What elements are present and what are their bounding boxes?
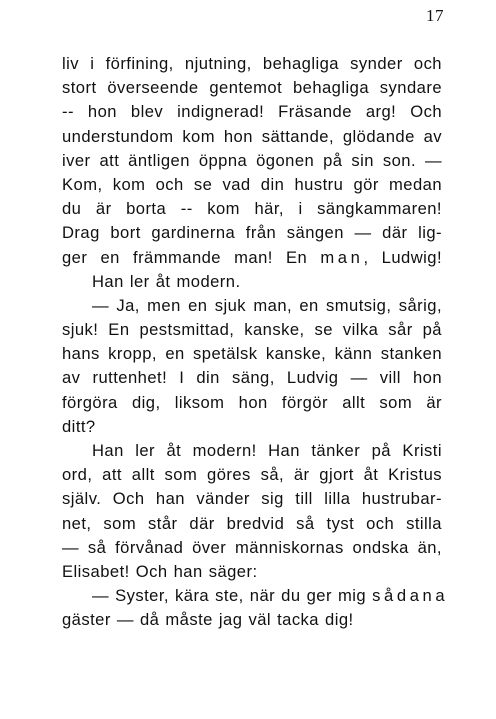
text-line bbox=[62, 149, 442, 173]
text-line bbox=[62, 584, 449, 608]
text-line bbox=[62, 246, 442, 270]
text-line bbox=[62, 512, 442, 536]
line-text-tail: , Ludwig! bbox=[363, 247, 442, 267]
emphasized-word: man bbox=[320, 247, 364, 267]
line-text: iver att äntligen öppna ögonen på sin son. — bbox=[62, 150, 442, 170]
body-text bbox=[62, 52, 449, 633]
line-text: av ruttenhet! I din säng, Ludvig — vill hon bbox=[62, 368, 442, 388]
line-text: liv i förfining, njutning, behagliga synder och bbox=[62, 54, 442, 73]
text-line bbox=[62, 560, 442, 584]
line-text: ger en främmande man! En bbox=[62, 247, 321, 267]
line-text: du är borta -- kom här, i sängkammaren! bbox=[62, 199, 442, 219]
page-number: 17 bbox=[426, 6, 444, 25]
line-text: själv. Och han vänder sig till lilla hustrubar- bbox=[62, 489, 442, 509]
text-line bbox=[62, 608, 442, 632]
text-line bbox=[62, 197, 442, 221]
text-line bbox=[62, 391, 442, 415]
text-line bbox=[62, 366, 442, 390]
text-line bbox=[62, 100, 442, 124]
emphasized-word: sådana bbox=[372, 586, 449, 606]
text-line bbox=[62, 52, 442, 76]
line-text: -- hon blev indignerad! Fräsande arg! Och bbox=[62, 102, 442, 122]
line-text: Elisabet! Och han säger: bbox=[62, 561, 258, 581]
line-text: Drag bort gardinerna från sängen — där lig- bbox=[62, 223, 442, 243]
line-text: förgöra dig, liksom hon förgör allt som är bbox=[62, 392, 442, 412]
text-line bbox=[62, 439, 442, 463]
text-line bbox=[62, 415, 442, 439]
line-text: net, som står där bredvid så tyst och stilla bbox=[62, 513, 442, 533]
line-text: ditt? bbox=[62, 416, 96, 436]
line-text: hans kropp, en spetälsk kanske, känn stanken bbox=[62, 344, 442, 364]
text-line bbox=[62, 173, 442, 197]
line-text: — Ja, men en sjuk man, en smutsig, sårig, bbox=[92, 295, 442, 315]
text-line bbox=[62, 221, 442, 245]
text-line bbox=[62, 487, 442, 511]
line-text: gäster — då måste jag väl tacka dig! bbox=[62, 610, 354, 630]
line-text: sjuk! En pestsmittad, kanske, se vilka sår på bbox=[62, 320, 442, 340]
text-line bbox=[62, 342, 442, 366]
text-line bbox=[62, 270, 442, 294]
text-line bbox=[62, 294, 442, 318]
line-text: Han ler åt modern. bbox=[92, 271, 241, 291]
line-text: Kom, kom och se vad din hustru gör medan bbox=[62, 174, 442, 194]
line-text: — Syster, kära ste, när du ger mig bbox=[92, 586, 373, 606]
line-text: ord, att allt som göres så, är gjort åt Kristus bbox=[62, 465, 442, 485]
line-text: Han ler åt modern! Han tänker på Kristi bbox=[92, 441, 442, 460]
text-line bbox=[62, 536, 442, 560]
text-line bbox=[62, 463, 442, 487]
line-text: understundom kom hon sättande, glödande av bbox=[62, 126, 442, 146]
line-text: — så förvånad över människornas ondska än, bbox=[62, 537, 442, 557]
text-line bbox=[62, 318, 442, 342]
text-line bbox=[62, 76, 442, 100]
line-text: stort överseende gentemot behagliga syndare bbox=[62, 78, 442, 98]
text-line bbox=[62, 125, 442, 149]
